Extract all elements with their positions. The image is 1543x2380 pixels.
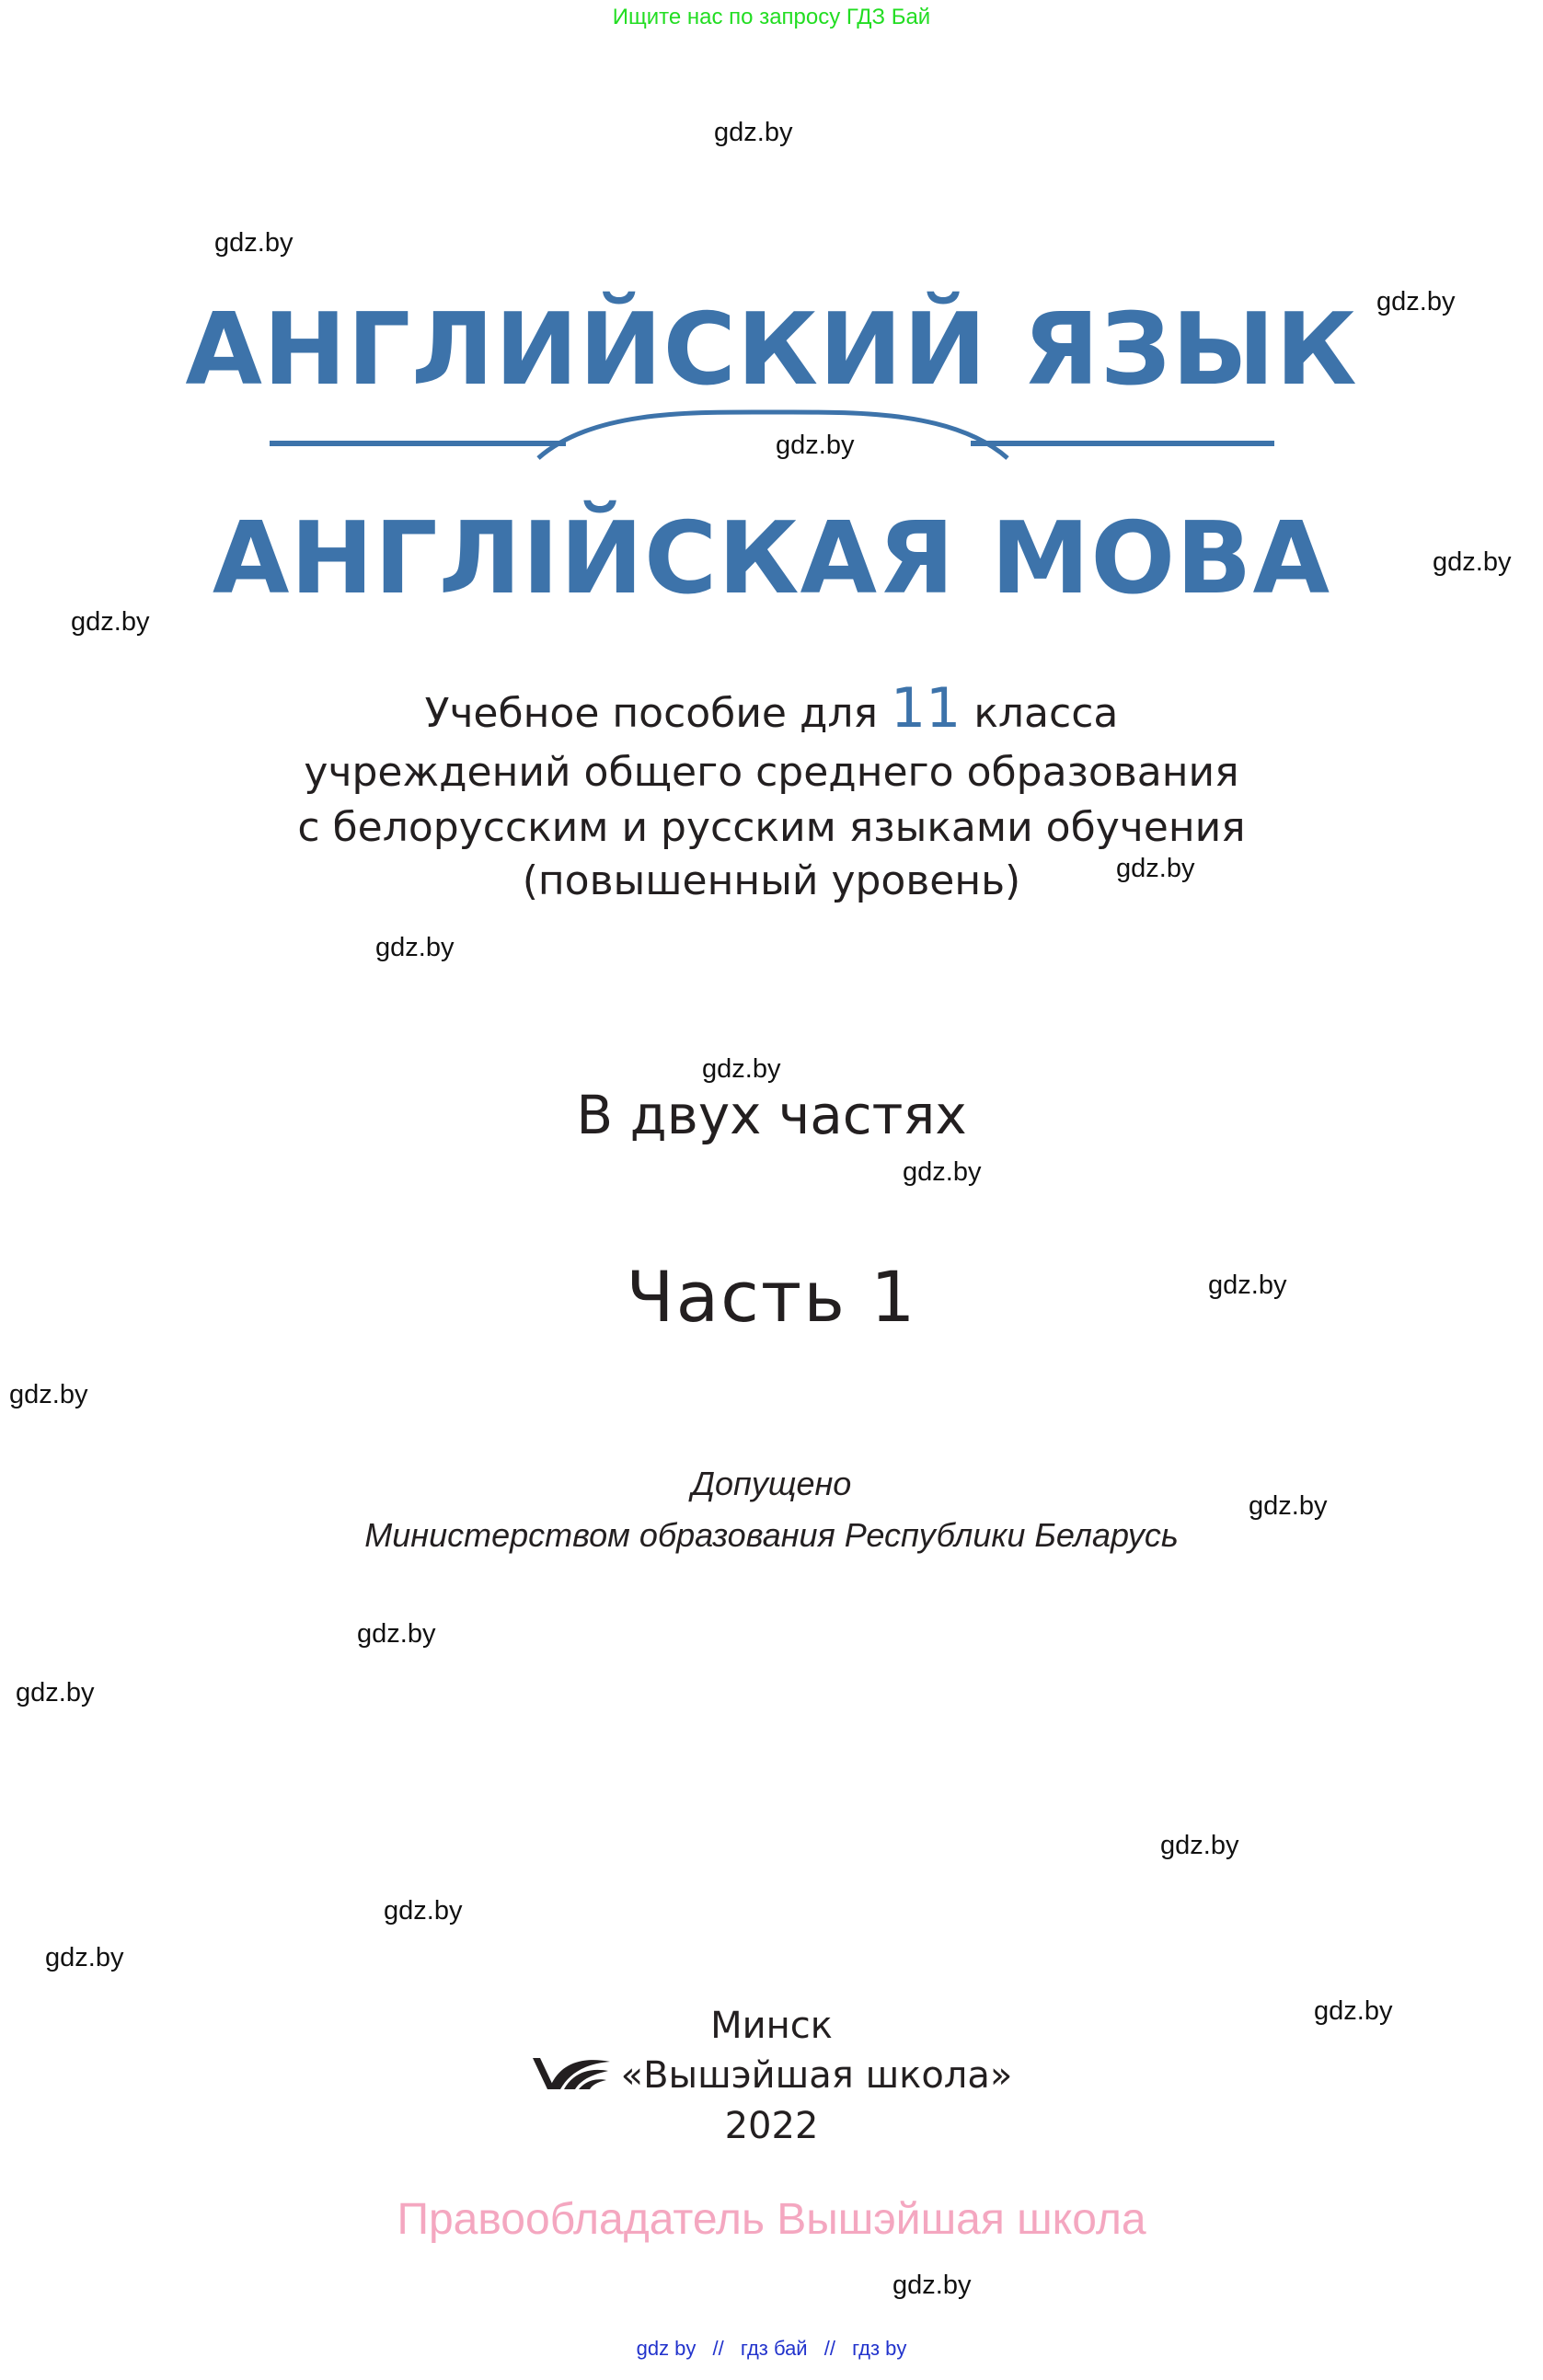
title-divider bbox=[262, 405, 1284, 478]
grade-number: 11 bbox=[890, 676, 961, 741]
watermark: gdz.by bbox=[1376, 287, 1456, 316]
book-title-belarusian: АНГЛІЙСКАЯ МОВА bbox=[212, 501, 1331, 616]
parts-label: В двух частях bbox=[576, 1084, 967, 1146]
footer-links bbox=[0, 2337, 1543, 2361]
subtitle-line-4: (повышенный уровень) bbox=[522, 857, 1021, 904]
footer-link-3[interactable]: гдз by bbox=[852, 2337, 907, 2360]
footer-link-2[interactable]: гдз бай bbox=[740, 2337, 808, 2360]
watermark: gdz.by bbox=[45, 1943, 124, 1972]
publication-year: 2022 bbox=[724, 2105, 819, 2147]
subtitle-line-2: учреждений общего среднего образования bbox=[304, 749, 1239, 796]
watermark: gdz.by bbox=[714, 118, 793, 147]
subtitle-line-1 bbox=[0, 676, 1543, 742]
subtitle-line-3: с белорусским и русским языками обучения bbox=[297, 804, 1246, 851]
watermark: gdz.by bbox=[357, 1619, 436, 1649]
watermark: gdz.by bbox=[776, 431, 855, 460]
watermark: gdz.by bbox=[892, 2271, 972, 2300]
subtitle-prefix: Учебное пособие для bbox=[424, 690, 878, 737]
watermark: gdz.by bbox=[1249, 1491, 1328, 1521]
watermark: gdz.by bbox=[1116, 854, 1195, 883]
approval-line-2: Министерством образования Республики Беларусь bbox=[364, 1516, 1179, 1554]
watermark: gdz.by bbox=[1314, 1996, 1393, 2026]
footer-separator: // bbox=[823, 2337, 835, 2360]
watermark: gdz.by bbox=[1208, 1270, 1287, 1300]
publisher-city: Минск bbox=[710, 2005, 833, 2047]
approval-line-1: Допущено bbox=[691, 1465, 852, 1502]
watermark: gdz.by bbox=[1433, 547, 1512, 577]
watermark: gdz.by bbox=[384, 1896, 463, 1926]
watermark: gdz.by bbox=[16, 1678, 95, 1707]
watermark: gdz.by bbox=[702, 1054, 781, 1084]
search-banner[interactable]: Ищите нас по запросу ГДЗ Бай bbox=[612, 5, 931, 29]
watermark: gdz.by bbox=[9, 1380, 88, 1409]
publisher-logo-icon bbox=[531, 2054, 612, 2093]
book-title-russian: АНГЛИЙСКИЙ ЯЗЫК bbox=[185, 293, 1358, 408]
watermark: gdz.by bbox=[1160, 1831, 1239, 1860]
publisher-name-row bbox=[0, 2051, 1543, 2100]
publisher-name: «Вышэйшая школа» bbox=[620, 2054, 1013, 2097]
watermark: gdz.by bbox=[71, 607, 150, 637]
part-number: Часть 1 bbox=[626, 1256, 917, 1338]
rights-holder: Правообладатель Вышэйшая школа bbox=[397, 2195, 1146, 2244]
watermark: gdz.by bbox=[903, 1157, 982, 1187]
footer-link-1[interactable]: gdz by bbox=[636, 2337, 697, 2360]
watermark: gdz.by bbox=[214, 228, 294, 258]
footer-separator: // bbox=[712, 2337, 724, 2360]
subtitle-suffix: класса bbox=[973, 690, 1119, 737]
watermark: gdz.by bbox=[375, 933, 455, 962]
